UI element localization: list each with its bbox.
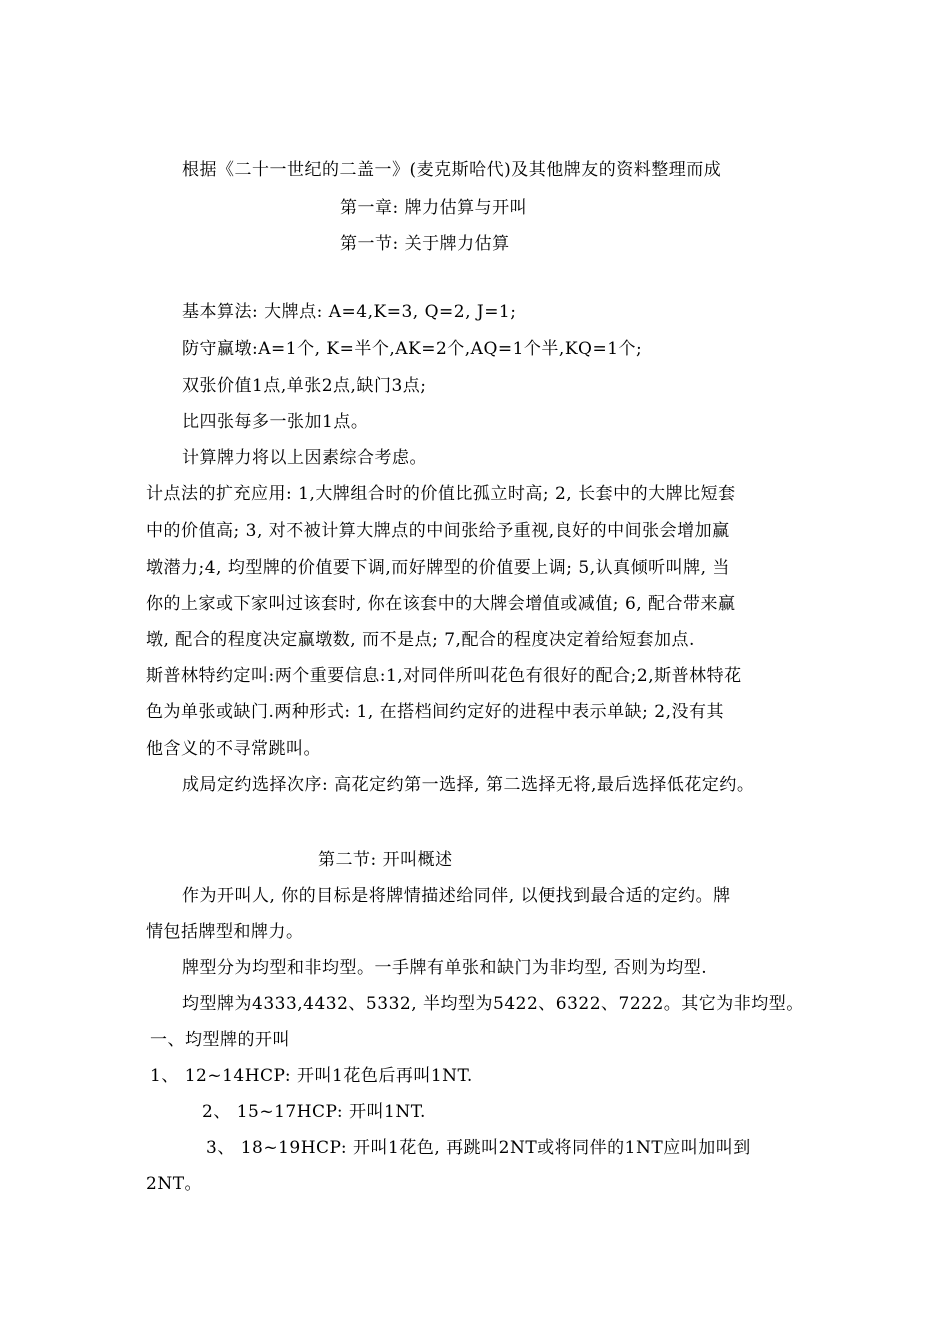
list-item-2: 2、 15~17HCP: 开叫1NT.: [202, 1102, 426, 1122]
paragraph-splinter-line: 斯普林特约定叫:两个重要信息:1,对同伴所叫花色有很好的配合;2,斯普林特花: [146, 666, 742, 686]
paragraph-splinter-line: 他含义的不寻常跳叫。: [146, 739, 321, 759]
paragraph-opener-line: 情包括牌型和牌力。: [146, 922, 304, 942]
paragraph-splinter-line: 色为单张或缺门.两种形式: 1, 在搭档间约定好的进程中表示单缺; 2,没有其: [146, 702, 725, 722]
source-note: 根据《二十一世纪的二盖一》(麦克斯哈代)及其他牌友的资料整理而成: [182, 160, 722, 180]
list-item-3: 3、 18~19HCP: 开叫1花色, 再跳叫2NT或将同伴的1NT应叫加叫到: [206, 1138, 751, 1158]
paragraph-extended-line: 你的上家或下家叫过该套时, 你在该套中的大牌会增值或减值; 6, 配合带来赢: [146, 594, 736, 614]
paragraph-shape-types: 牌型分为均型和非均型。一手牌有单张和缺门为非均型, 否则为均型.: [182, 958, 708, 978]
paragraph-extended-line: 墩, 配合的程度决定赢墩数, 而不是点; 7,配合的程度决定着给短套加点.: [146, 630, 695, 650]
list-item-1: 1、 12~14HCP: 开叫1花色后再叫1NT.: [150, 1066, 473, 1086]
paragraph-extended-line: 中的价值高; 3, 对不被计算大牌点的中间张给予重视,良好的中间张会增加赢: [146, 521, 730, 541]
paragraph-opener-line: 作为开叫人, 你的目标是将牌情描述给同伴, 以便找到最合适的定约。牌: [182, 886, 731, 906]
heading-balanced-openings: 一、均型牌的开叫: [150, 1030, 290, 1050]
section2-title: 第二节: 开叫概述: [318, 850, 453, 870]
list-item-3-continuation: 2NT。: [146, 1174, 203, 1194]
paragraph-game-order: 成局定约选择次序: 高花定约第一选择, 第二选择无将,最后选择低花定约。: [182, 775, 755, 795]
section1-title: 第一节: 关于牌力估算: [340, 234, 510, 254]
paragraph-distribution-points: 双张价值1点,单张2点,缺门3点;: [182, 376, 427, 396]
paragraph-balanced-list: 均型牌为4333,4432、5332, 半均型为5422、6322、7222。其它为非均型。: [182, 994, 804, 1014]
chapter-title: 第一章: 牌力估算与开叫: [340, 198, 528, 218]
paragraph-defense-tricks: 防守赢墩:A=1个, K=半个,AK=2个,AQ=1个半,KQ=1个;: [182, 339, 643, 359]
paragraph-extended-line: 计点法的扩充应用: 1,大牌组合时的价值比孤立时高; 2, 长套中的大牌比短套: [146, 484, 736, 504]
paragraph-combined: 计算牌力将以上因素综合考虑。: [182, 448, 427, 468]
paragraph-extended-line: 墩潜力;4, 均型牌的价值要下调,而好牌型的价值要上调; 5,认真倾听叫牌, 当: [146, 558, 730, 578]
paragraph-basic-algorithm: 基本算法: 大牌点: A=4,K=3, Q=2, J=1;: [182, 302, 517, 322]
paragraph-length-points: 比四张每多一张加1点。: [182, 412, 369, 432]
